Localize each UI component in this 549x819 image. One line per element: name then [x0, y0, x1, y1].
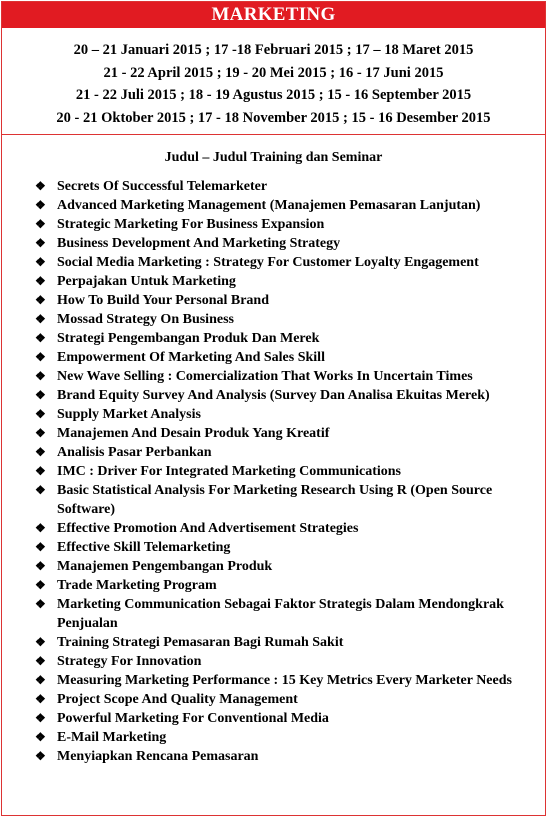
diamond-bullet-icon: ❖: [35, 730, 46, 744]
topic-label: Project Scope And Quality Management: [57, 692, 298, 707]
topic-label: Business Development And Marketing Strategy: [57, 236, 341, 251]
list-item: [2, 671, 545, 690]
marketing-panel: [1, 1, 546, 816]
topic-label: Manajemen Pengembangan Produk: [57, 559, 273, 574]
list-item: [2, 557, 545, 576]
topic-label: Marketing Communication Sebagai Faktor Strategis Dalam Mendongkrak Penjualan: [57, 597, 504, 631]
list-item: [2, 728, 545, 747]
diamond-bullet-icon: ❖: [35, 540, 46, 554]
diamond-bullet-icon: ❖: [35, 559, 46, 573]
date-line: 21 - 22 April 2015 ; 19 - 20 Mei 2015 ; 16 - 17 Juni 2015: [103, 64, 444, 81]
list-item: [2, 538, 545, 557]
topic-label: Strategic Marketing For Business Expansion: [57, 217, 325, 232]
list-item: [2, 633, 545, 652]
diamond-bullet-icon: ❖: [35, 673, 46, 687]
date-line: 20 – 21 Januari 2015 ; 17 -18 Februari 2015 ; 17 – 18 Maret 2015: [73, 42, 474, 58]
topic-label: Powerful Marketing For Conventional Media: [57, 711, 329, 726]
diamond-bullet-icon: ❖: [35, 578, 46, 592]
list-item: [2, 177, 545, 196]
page-title: MARKETING: [2, 2, 545, 28]
diamond-bullet-icon: ❖: [35, 483, 46, 497]
topic-label: IMC : Driver For Integrated Marketing Communications: [57, 464, 401, 479]
diamond-bullet-icon: ❖: [35, 388, 46, 402]
topic-label: Supply Market Analysis: [57, 407, 201, 422]
diamond-bullet-icon: ❖: [35, 426, 46, 440]
topic-label: E-Mail Marketing: [57, 730, 167, 745]
topic-list: [2, 177, 545, 766]
topic-label: Effective Skill Telemarketing: [57, 540, 231, 555]
topic-label: Analisis Pasar Perbankan: [57, 445, 212, 460]
topic-label: Mossad Strategy On Business: [57, 312, 234, 327]
diamond-bullet-icon: ❖: [35, 635, 46, 649]
diamond-bullet-icon: ❖: [35, 274, 46, 288]
topic-label: Manajemen And Desain Produk Yang Kreatif: [57, 426, 330, 441]
topic-label: Effective Promotion And Advertisement Strategies: [57, 521, 359, 536]
diamond-bullet-icon: ❖: [35, 749, 46, 763]
diamond-bullet-icon: ❖: [35, 331, 46, 345]
list-item: [2, 595, 545, 633]
date-line: 20 - 21 Oktober 2015 ; 17 - 18 November 2015 ; 15 - 16 Desember 2015: [56, 109, 491, 126]
list-item: [2, 424, 545, 443]
list-item: [2, 272, 545, 291]
topic-label: Trade Marketing Program: [57, 578, 217, 593]
diamond-bullet-icon: ❖: [35, 293, 46, 307]
diamond-bullet-icon: ❖: [35, 198, 46, 212]
list-item: [2, 310, 545, 329]
list-item: [2, 215, 545, 234]
diamond-bullet-icon: ❖: [35, 179, 46, 193]
topic-label: Secrets Of Successful Telemarketer: [57, 179, 268, 194]
topic-label: Measuring Marketing Performance : 15 Key Metrics Every Marketer Needs: [57, 673, 512, 688]
diamond-bullet-icon: ❖: [35, 236, 46, 250]
list-item: [2, 690, 545, 709]
diamond-bullet-icon: ❖: [35, 692, 46, 706]
list-item: [2, 405, 545, 424]
diamond-bullet-icon: ❖: [35, 217, 46, 231]
list-item: [2, 329, 545, 348]
topic-label: Strategi Pengembangan Produk Dan Merek: [57, 331, 320, 346]
topic-label: How To Build Your Personal Brand: [57, 293, 270, 308]
diamond-bullet-icon: ❖: [35, 597, 46, 611]
list-item: [2, 348, 545, 367]
topic-label: Strategy For Innovation: [57, 654, 202, 669]
list-item: [2, 481, 545, 519]
topic-label: Perpajakan Untuk Marketing: [57, 274, 236, 289]
list-item: [2, 443, 545, 462]
diamond-bullet-icon: ❖: [35, 350, 46, 364]
list-item: [2, 652, 545, 671]
topic-label: New Wave Selling : Comercialization That Works In Uncertain Times: [57, 369, 473, 384]
topic-label: Basic Statistical Analysis For Marketing Research Using R (Open Source Software): [57, 483, 493, 517]
topic-label: Empowerment Of Marketing And Sales Skill: [57, 350, 325, 365]
list-item: [2, 196, 545, 215]
date-line: 21 - 22 Juli 2015 ; 18 - 19 Agustus 2015 ; 15 - 16 September 2015: [75, 87, 472, 103]
diamond-bullet-icon: ❖: [35, 521, 46, 535]
list-item: [2, 747, 545, 766]
diamond-bullet-icon: ❖: [35, 445, 46, 459]
topic-label: Advanced Marketing Management (Manajemen Pemasaran Lanjutan): [57, 198, 481, 213]
topic-label: Social Media Marketing : Strategy For Customer Loyalty Engagement: [57, 255, 479, 270]
list-item: [2, 234, 545, 253]
diamond-bullet-icon: ❖: [35, 711, 46, 725]
diamond-bullet-icon: ❖: [35, 255, 46, 269]
topic-label: Menyiapkan Rencana Pemasaran: [57, 749, 259, 764]
section-title: Judul – Judul Training dan Seminar: [164, 150, 383, 165]
topic-label: Training Strategi Pemasaran Bagi Rumah Sakit: [57, 635, 344, 650]
list-item: [2, 519, 545, 538]
list-item: [2, 367, 545, 386]
diamond-bullet-icon: ❖: [35, 464, 46, 478]
list-item: [2, 253, 545, 272]
schedule-dates: [2, 28, 545, 135]
topic-label: Brand Equity Survey And Analysis (Survey Dan Analisa Ekuitas Merek): [57, 388, 490, 403]
list-item: [2, 291, 545, 310]
diamond-bullet-icon: ❖: [35, 312, 46, 326]
list-item: [2, 386, 545, 405]
list-item: [2, 709, 545, 728]
diamond-bullet-icon: ❖: [35, 407, 46, 421]
list-item: [2, 576, 545, 595]
list-item: [2, 462, 545, 481]
diamond-bullet-icon: ❖: [35, 654, 46, 668]
diamond-bullet-icon: ❖: [35, 369, 46, 383]
